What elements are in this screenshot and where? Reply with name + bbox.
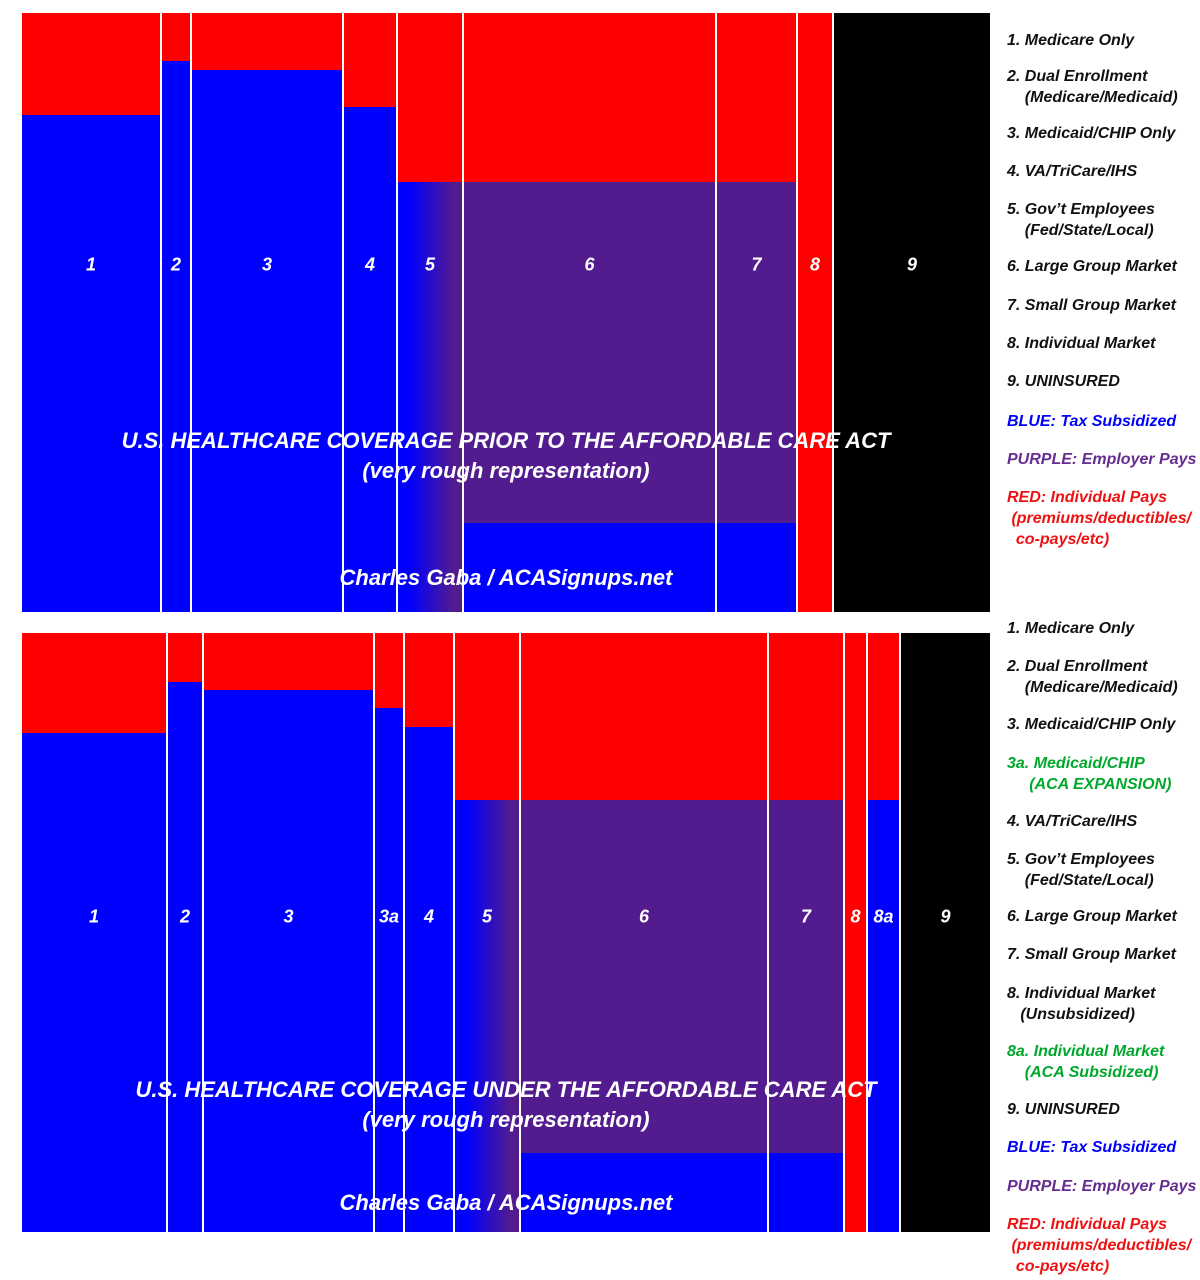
segment-blue [375, 708, 403, 1232]
segment-red [464, 13, 715, 182]
legend-line: 3. Medicaid/CHIP Only [1007, 716, 1176, 733]
segment-red [455, 633, 519, 800]
segment-red [868, 633, 899, 800]
legend-line: RED: Individual Pays [1007, 1216, 1168, 1233]
legend-line: (Medicare/Medicaid) [1007, 679, 1178, 696]
segment-blue [192, 70, 342, 612]
column-label-5: 5 [424, 254, 435, 275]
legend-line: (ACA Subsidized) [1007, 1064, 1159, 1081]
chart-column-post-aca-8 [845, 633, 866, 1232]
segment-red [798, 13, 832, 612]
post-aca-legend [1007, 0, 1200, 1280]
segment-red [22, 633, 166, 733]
legend-line: 7. Small Group Market [1007, 297, 1176, 314]
column-label-3a: 3a [378, 906, 400, 927]
legend-line: BLUE: Tax Subsidized [1007, 1139, 1177, 1156]
chart-column-post-aca-8a [868, 633, 899, 1232]
legend-line: co-pays/etc) [1007, 1258, 1110, 1275]
post-aca-legend-item-2 [1007, 656, 1178, 698]
legend-line: (Fed/State/Local) [1007, 222, 1154, 239]
segment-blue [405, 727, 453, 1232]
segment-black [834, 13, 990, 612]
chart-column-post-aca-3 [204, 633, 373, 1232]
pre-aca-title [22, 426, 990, 486]
segment-red [521, 633, 767, 800]
column-label-6: 6 [638, 906, 649, 927]
chart-column-pre-aca-3 [192, 13, 342, 612]
post-aca-legend-item-1 [1007, 618, 1134, 639]
column-label-7: 7 [751, 254, 762, 275]
segment-blue [162, 61, 190, 612]
segment-red [845, 633, 866, 1232]
chart-column-pre-aca-2 [162, 13, 190, 612]
post-aca-legend-item-4 [1007, 811, 1137, 832]
chart-column-post-aca-5 [455, 633, 519, 1232]
segment-red [168, 633, 202, 682]
column-label-4: 4 [423, 906, 434, 927]
chart-column-pre-aca-5 [398, 13, 462, 612]
column-label-1: 1 [88, 906, 99, 927]
chart-column-post-aca-4 [405, 633, 453, 1232]
legend-line: 8. Individual Market [1007, 985, 1156, 1002]
legend-line: (ACA EXPANSION) [1007, 776, 1172, 793]
post-aca-legend-item-3 [1007, 714, 1175, 735]
legend-line: 2. Dual Enrollment [1007, 68, 1148, 85]
pre-aca-chart [22, 13, 990, 612]
segment-red [375, 633, 403, 708]
post-aca-legend-item-6 [1007, 906, 1177, 927]
legend-line: 3. Medicaid/CHIP Only [1007, 125, 1176, 142]
legend-line: 8a. Individual Market [1007, 1043, 1165, 1060]
post-aca-legend-item-purple [1007, 1176, 1196, 1197]
legend-line: 1. Medicare Only [1007, 32, 1135, 49]
post-aca-chart [22, 633, 990, 1232]
column-label-7: 7 [800, 906, 811, 927]
segment-black [901, 633, 990, 1232]
legend-line: 3a. Medicaid/CHIP [1007, 755, 1145, 772]
legend-line: (Medicare/Medicaid) [1007, 89, 1178, 106]
segment-red [22, 13, 160, 115]
post-aca-legend-item-red [1007, 1214, 1191, 1277]
column-label-8a: 8a [873, 906, 894, 927]
segment-gradient [398, 182, 462, 612]
post-aca-legend-item-blue [1007, 1137, 1176, 1158]
legend-line: 8. Individual Market [1007, 335, 1156, 352]
segment-red [405, 633, 453, 727]
pre-aca-credit: Charles Gaba / ACASignups.net [339, 565, 673, 590]
legend-line: 7. Small Group Market [1007, 946, 1176, 963]
chart-column-pre-aca-4 [344, 13, 396, 612]
legend-line: 9. UNINSURED [1007, 373, 1120, 390]
chart-column-post-aca-7 [769, 633, 843, 1232]
legend-line: 1. Medicare Only [1007, 620, 1135, 637]
post-aca-credit: Charles Gaba / ACASignups.net [339, 1190, 673, 1215]
pre-aca-title-line2: (very rough representation) [362, 458, 650, 483]
legend-line: BLUE: Tax Subsidized [1007, 413, 1177, 430]
post-aca-legend-item-5 [1007, 849, 1155, 891]
chart-column-post-aca-2 [168, 633, 202, 1232]
segment-red [769, 633, 843, 800]
pre-aca-title-line1: U.S. HEALTHCARE COVERAGE PRIOR TO THE AFFORDABLE CARE ACT [121, 428, 891, 453]
legend-line: (premiums/deductibles/ [1007, 1237, 1192, 1254]
legend-line: PURPLE: Employer Pays [1007, 1178, 1197, 1195]
post-aca-legend-item-7 [1007, 944, 1176, 965]
segment-blue [204, 690, 373, 1232]
column-label-3: 3 [283, 906, 294, 927]
segment-red [398, 13, 462, 182]
legend-line: PURPLE: Employer Pays [1007, 451, 1197, 468]
legend-line: 4. VA/TriCare/IHS [1007, 813, 1138, 830]
legend-line: (Unsubsidized) [1007, 1006, 1135, 1023]
post-aca-legend-item-3a [1007, 753, 1171, 795]
legend-line: 9. UNINSURED [1007, 1101, 1120, 1118]
segment-blue [22, 115, 160, 612]
legend-line: (premiums/deductibles/ [1007, 510, 1192, 527]
column-label-1: 1 [85, 254, 96, 275]
column-label-4: 4 [364, 254, 375, 275]
chart-column-pre-aca-1 [22, 13, 160, 612]
column-label-9: 9 [940, 906, 951, 927]
chart-column-pre-aca-8 [798, 13, 832, 612]
segment-red [344, 13, 396, 107]
legend-line: 6. Large Group Market [1007, 258, 1177, 275]
column-label-2: 2 [170, 254, 181, 275]
column-label-9: 9 [906, 254, 917, 275]
segment-blue [344, 107, 396, 612]
segment-red [162, 13, 190, 61]
column-label-5: 5 [481, 906, 492, 927]
column-label-6: 6 [584, 254, 595, 275]
post-aca-title [22, 1075, 990, 1135]
column-label-8: 8 [850, 906, 861, 927]
legend-line: 5. Gov’t Employees [1007, 201, 1155, 218]
column-label-8: 8 [809, 254, 820, 275]
segment-blue [22, 733, 166, 1232]
post-aca-title-line1: U.S. HEALTHCARE COVERAGE UNDER THE AFFORDABLE CARE ACT [135, 1077, 877, 1102]
legend-line: RED: Individual Pays [1007, 489, 1168, 506]
column-label-3: 3 [261, 254, 272, 275]
chart-column-post-aca-9 [901, 633, 990, 1232]
chart-column-pre-aca-7 [717, 13, 796, 612]
post-aca-legend-item-8 [1007, 983, 1155, 1025]
post-aca-legend-item-8a [1007, 1041, 1164, 1083]
chart-column-pre-aca-9 [834, 13, 990, 612]
chart-column-pre-aca-6 [464, 13, 715, 612]
segment-red [192, 13, 342, 70]
segment-gradient [455, 800, 519, 1232]
column-label-2: 2 [179, 906, 190, 927]
segment-blue [168, 682, 202, 1232]
legend-line: co-pays/etc) [1007, 531, 1110, 548]
chart-column-post-aca-6 [521, 633, 767, 1232]
segment-red [717, 13, 796, 182]
post-aca-legend-item-9 [1007, 1099, 1120, 1120]
legend-line: 6. Large Group Market [1007, 908, 1177, 925]
chart-column-post-aca-1 [22, 633, 166, 1232]
legend-line: 4. VA/TriCare/IHS [1007, 163, 1138, 180]
post-aca-title-line2: (very rough representation) [362, 1107, 650, 1132]
legend-line: (Fed/State/Local) [1007, 872, 1154, 889]
legend-line: 5. Gov’t Employees [1007, 851, 1155, 868]
chart-column-post-aca-3a [375, 633, 403, 1232]
legend-line: 2. Dual Enrollment [1007, 658, 1148, 675]
segment-blue [868, 800, 899, 1232]
segment-red [204, 633, 373, 690]
